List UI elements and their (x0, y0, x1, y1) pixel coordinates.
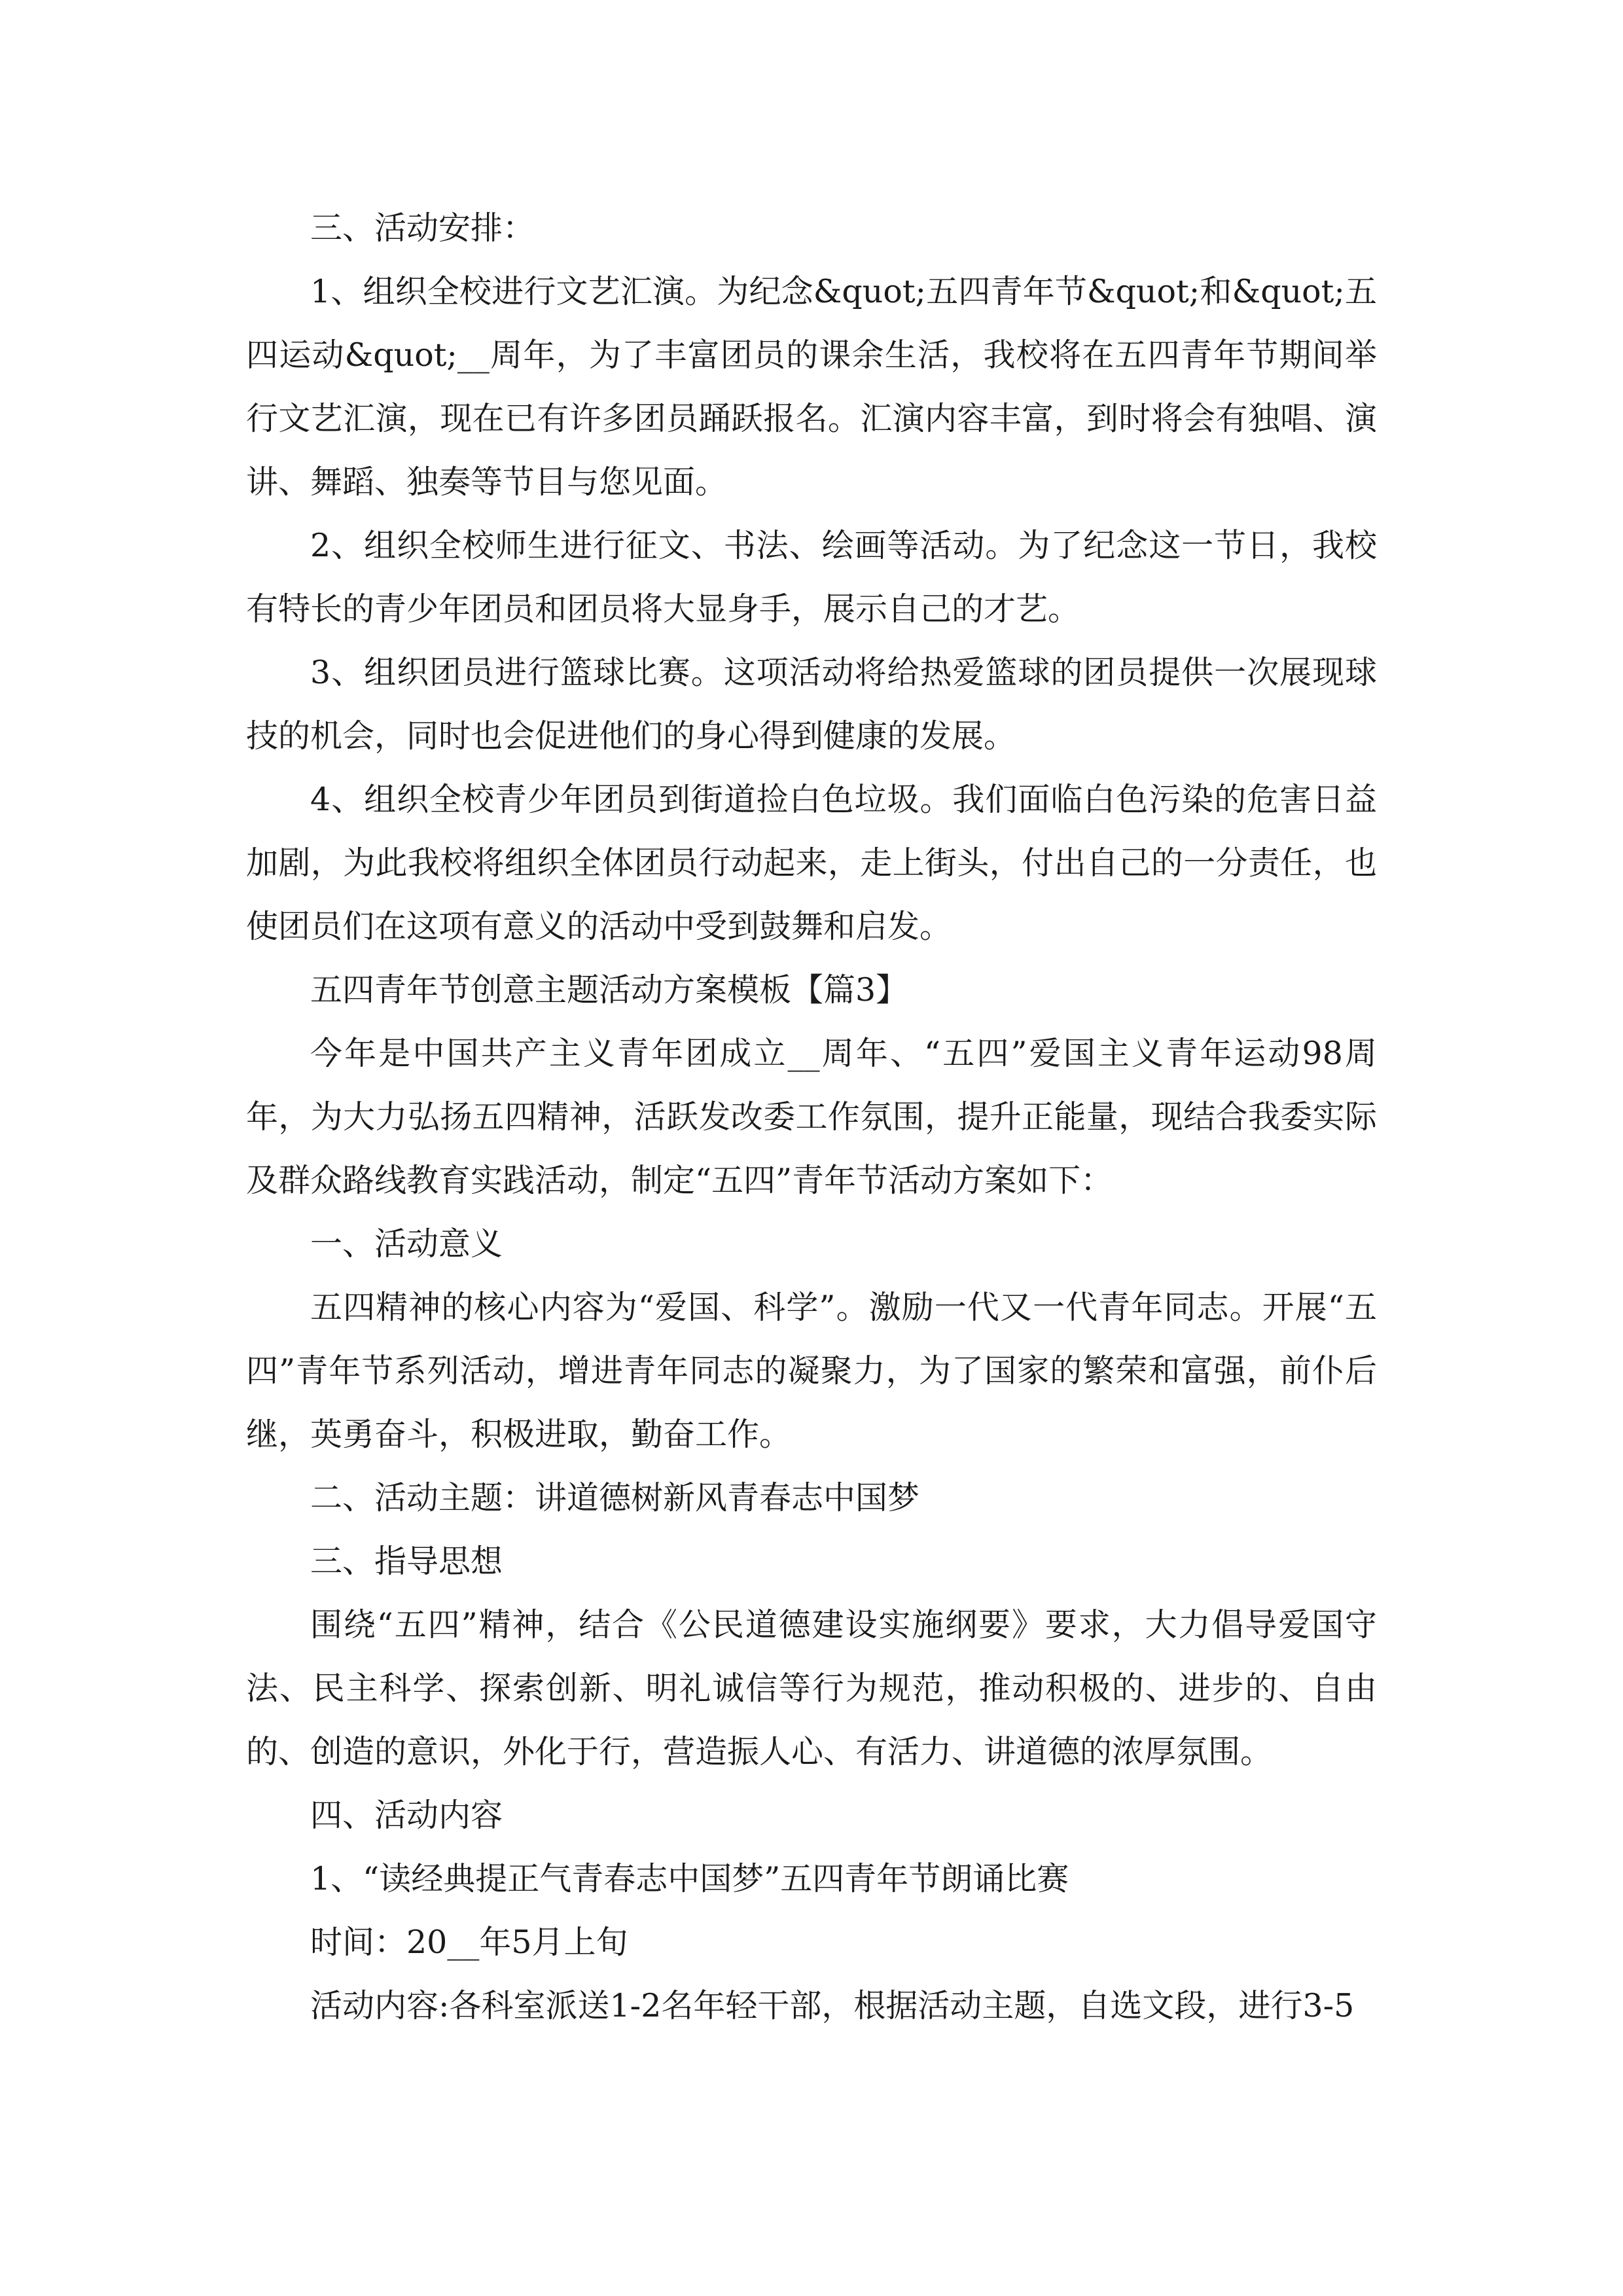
paragraph-activity-details: 活动内容:各科室派送1-2名年轻干部，根据活动主题，自选文段，进行3-5 (310, 1987, 1355, 2024)
heading-guiding-thought: 三、指导思想 (310, 1543, 503, 1580)
paragraph-time: 时间：20__年5月上旬 (310, 1924, 628, 1961)
section-title-part-3: 五四青年节创意主题活动方案模板【篇3】 (310, 971, 908, 1009)
heading-activity-meaning: 一、活动意义 (310, 1225, 503, 1263)
paragraph-item-1: 1、组织全校进行文艺汇演。为纪念&quot;五四青年节&quot;和&quot;五四运动&quot;__周年，为了丰富团员的课余生活，我校将在五四青年节期间举行文艺汇演，现在已有许多团员踊跃报名。汇演内容丰富，到时将会有独唱、演讲、舞蹈、独奏等节目与您见面。 (246, 273, 1377, 501)
heading-activity-theme: 二、活动主题：讲道德树新风青春志中国梦 (310, 1479, 920, 1516)
paragraph-guiding-thought: 围绕“五四”精神，结合《公民道德建设实施纲要》要求，大力倡导爱国守法、民主科学、探索创新、明礼诚信等行为规范，推动积极的、进步的、自由的、创造的意识，外化于行，营造振人心、有活力、讲道德的浓厚氛围。 (246, 1606, 1377, 1770)
heading-activity-content: 四、活动内容 (310, 1797, 503, 1834)
paragraph-item-2: 2、组织全校师生进行征文、书法、绘画等活动。为了纪念这一节日，我校有特长的青少年团员和团员将大显身手，展示自己的才艺。 (246, 527, 1377, 628)
paragraph-intro: 今年是中国共产主义青年团成立__周年、“五四”爱国主义青年运动98周年，为大力弘扬五四精神，活跃发改委工作氛围，提升正能量，现结合我委实际及群众路线教育实践活动，制定“五四”青年节活动方案如下： (246, 1035, 1377, 1199)
heading-activity-arrangement: 三、活动安排： (310, 209, 535, 247)
paragraph-recitation-contest: 1、“读经典提正气青春志中国梦”五四青年节朗诵比赛 (310, 1860, 1069, 1897)
paragraph-item-3: 3、组织团员进行篮球比赛。这项活动将给热爱篮球的团员提供一次展现球技的机会，同时也会促进他们的身心得到健康的发展。 (246, 654, 1377, 755)
document-body (246, 196, 1377, 2037)
paragraph-meaning: 五四精神的核心内容为“爱国、科学”。激励一代又一代青年同志。开展“五四”青年节系列活动，增进青年同志的凝聚力，为了国家的繁荣和富强，前仆后继，英勇奋斗，积极进取，勤奋工作。 (246, 1289, 1377, 1453)
paragraph-item-4: 4、组织全校青少年团员到街道捡白色垃圾。我们面临白色污染的危害日益加剧，为此我校将组织全体团员行动起来，走上街头，付出自己的一分责任，也使团员们在这项有意义的活动中受到鼓舞和启发。 (246, 781, 1377, 945)
